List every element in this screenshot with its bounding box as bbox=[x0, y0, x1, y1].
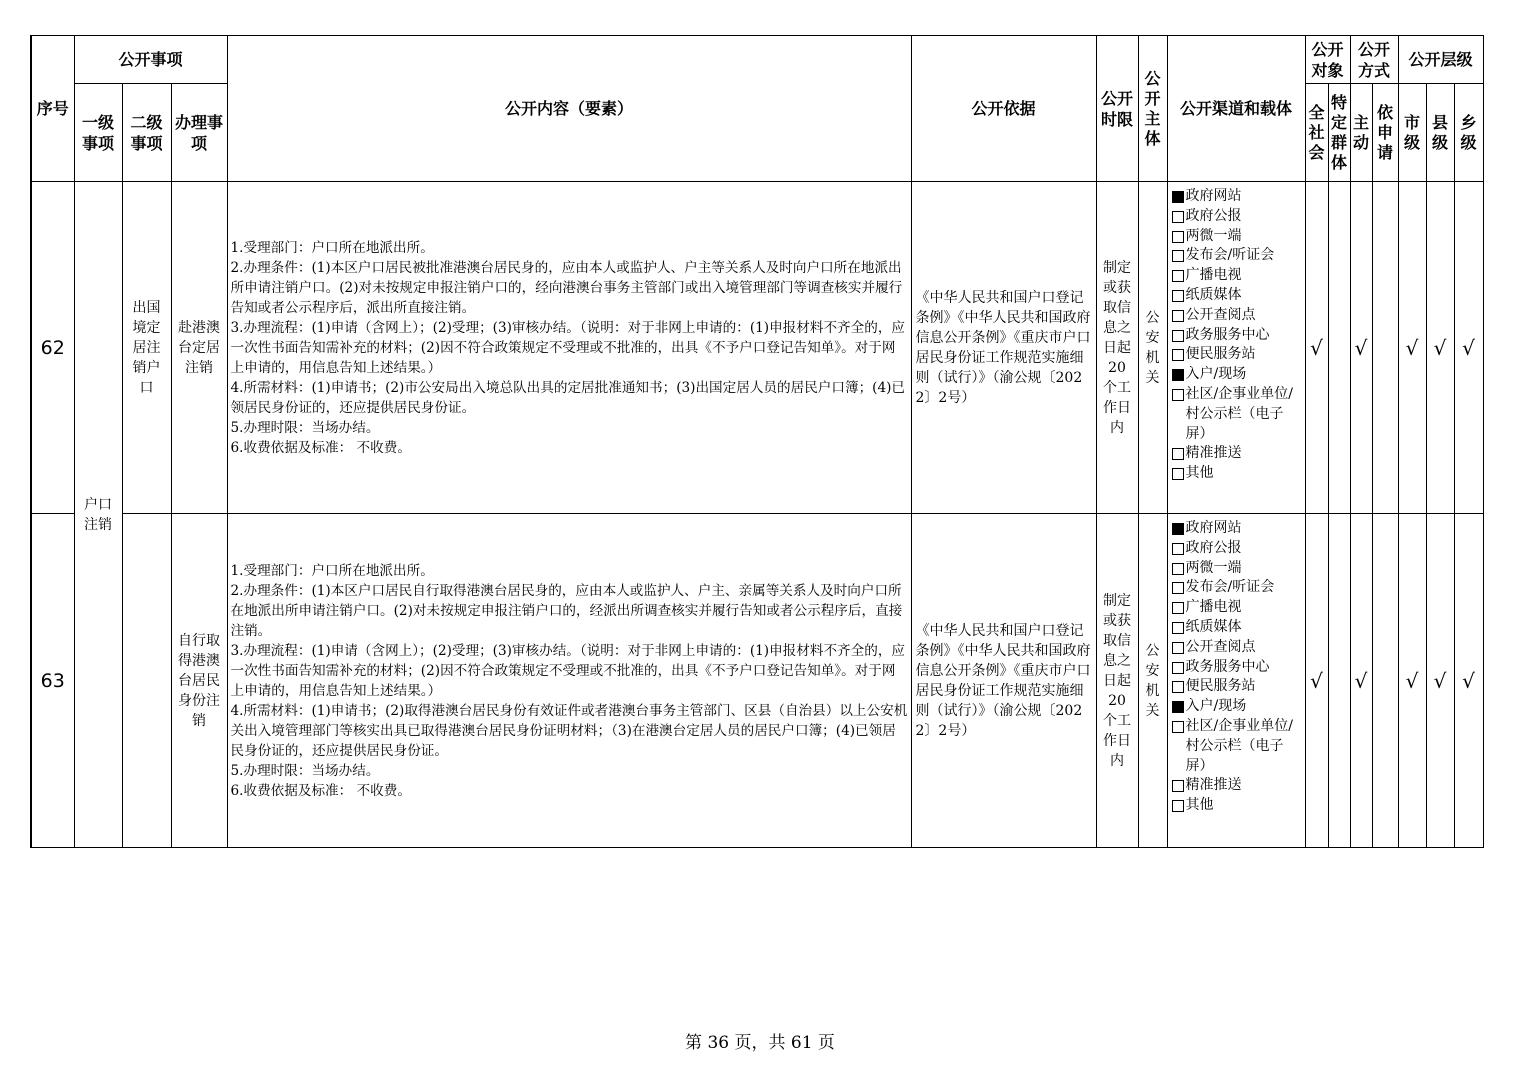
unchecked-box-icon bbox=[1172, 800, 1184, 812]
checked-box-icon bbox=[1172, 523, 1184, 535]
row-town: √ bbox=[1454, 514, 1483, 848]
channel-item: 社区/企事业单位/村公示栏（电子屏） bbox=[1172, 717, 1301, 776]
row-on-request bbox=[1372, 514, 1398, 848]
channel-item: 发布会/听证会 bbox=[1172, 578, 1301, 598]
content-line: 6.收费依据及标准： 不收费。 bbox=[230, 782, 411, 799]
content-line: 4.所需材料：(1)申请书；(2)市公安局出入境总队出具的定居批准通知书；(3)出国定居人员的居民户口簿；(4)已领居民身份证的，还应提供居民身份证。 bbox=[230, 379, 906, 416]
channel-item: 精准推送 bbox=[1172, 776, 1301, 796]
channel-item: 其他 bbox=[1172, 464, 1301, 484]
unchecked-box-icon bbox=[1172, 602, 1184, 614]
header-target-group: 公开对象 bbox=[1305, 36, 1350, 84]
header-level-county: 县级 bbox=[1426, 84, 1454, 182]
header-content: 公开内容（要素） bbox=[227, 36, 911, 182]
channel-item: 公开查阅点 bbox=[1172, 638, 1301, 658]
header-level-town: 乡级 bbox=[1454, 84, 1483, 182]
row-specific-group bbox=[1328, 514, 1350, 848]
header-target-all: 全社会 bbox=[1305, 84, 1328, 182]
content-line: 2.办理条件：(1)本区户口居民自行取得港澳台居民身的，应由本人或监护人、户主、亲属等关系人及时向户口所在地派出所申请注销户口。(2)对未按规定申报注销户口的，经派出所调查核实并履行告知或者公示程序后，直接注销。 bbox=[230, 582, 903, 639]
row-content bbox=[227, 182, 911, 514]
row-all-society: √ bbox=[1305, 182, 1328, 514]
table-row bbox=[31, 182, 1483, 514]
header-handling: 办理事项 bbox=[171, 84, 227, 182]
row-handling: 自行取得港澳台居民身份注销 bbox=[171, 514, 227, 848]
checked-box-icon bbox=[1172, 369, 1184, 381]
channel-item: 政务服务中心 bbox=[1172, 658, 1301, 678]
unchecked-box-icon bbox=[1172, 622, 1184, 634]
header-method-apply: 依申请 bbox=[1372, 84, 1398, 182]
channel-item: 政府网站 bbox=[1172, 519, 1301, 539]
row-county: √ bbox=[1426, 514, 1454, 848]
channel-item: 入户/现场 bbox=[1172, 697, 1301, 717]
row-channels bbox=[1167, 182, 1305, 514]
channel-item: 便民服务站 bbox=[1172, 345, 1301, 365]
channel-item: 广播电视 bbox=[1172, 598, 1301, 618]
channel-item: 政务服务中心 bbox=[1172, 326, 1301, 346]
channel-item: 便民服务站 bbox=[1172, 677, 1301, 697]
channel-item: 两微一端 bbox=[1172, 227, 1301, 247]
row-subject: 公安机关 bbox=[1138, 514, 1167, 848]
unchecked-box-icon bbox=[1172, 389, 1184, 401]
row-active: √ bbox=[1350, 514, 1372, 848]
row-subject: 公安机关 bbox=[1138, 182, 1167, 514]
channel-item: 两微一端 bbox=[1172, 559, 1301, 579]
header-row-1 bbox=[31, 36, 1483, 84]
row-seq: 63 bbox=[31, 514, 74, 848]
header-method-group: 公开方式 bbox=[1350, 36, 1398, 84]
unchecked-box-icon bbox=[1172, 543, 1184, 555]
row-time-limit: 制定或获取信息之日起20个工作日内 bbox=[1096, 514, 1138, 848]
unchecked-box-icon bbox=[1172, 582, 1184, 594]
unchecked-box-icon bbox=[1172, 290, 1184, 302]
row-level2 bbox=[122, 514, 171, 848]
header-level-group: 公开层级 bbox=[1398, 36, 1483, 84]
page-number: 第 36 页，共 61 页 bbox=[685, 1033, 835, 1053]
channel-item: 发布会/听证会 bbox=[1172, 246, 1301, 266]
header-subject: 公开主体 bbox=[1138, 36, 1167, 182]
content-line: 4.所需材料：(1)申请书；(2)取得港澳台居民身份有效证件或者港澳台事务主管部门、区县（自治县）以上公安机关出入境管理部门等核实出具已取得港澳台居民身份证明材料；（3)在港澳台定居人员的居民户口簿；(4)已领居民身份证的，还应提供居民身份证。 bbox=[230, 702, 908, 759]
header-level1: 一级事项 bbox=[74, 84, 122, 182]
content-line: 1.受理部门：户口所在地派出所。 bbox=[230, 562, 434, 579]
row-active: √ bbox=[1350, 182, 1372, 514]
content-line: 2.办理条件：(1)本区户口居民被批准港澳台居民身的，应由本人或监护人、户主等关系人及时向户口所在地派出所申请注销户口。(2)对未按规定申报注销户口的，经向港澳台事务主管部门或出入境管理部门等调查核实并履行告知或者公示程序后，派出所直接注销。 bbox=[230, 259, 903, 316]
unchecked-box-icon bbox=[1172, 681, 1184, 693]
content-line: 5.办理时限：当场办结。 bbox=[230, 419, 380, 436]
row-content bbox=[227, 514, 911, 848]
unchecked-box-icon bbox=[1172, 250, 1184, 262]
row-handling: 赴港澳台定居注销 bbox=[171, 182, 227, 514]
row-city: √ bbox=[1398, 182, 1426, 514]
content-line: 5.办理时限：当场办结。 bbox=[230, 762, 380, 779]
row-channels bbox=[1167, 514, 1305, 848]
content-line: 1.受理部门：户口所在地派出所。 bbox=[230, 239, 434, 256]
channel-item: 政府网站 bbox=[1172, 187, 1301, 207]
header-method-active: 主动 bbox=[1350, 84, 1372, 182]
unchecked-box-icon bbox=[1172, 270, 1184, 282]
header-seq: 序号 bbox=[31, 36, 74, 182]
unchecked-box-icon bbox=[1172, 330, 1184, 342]
header-target-specific: 特定群体 bbox=[1328, 84, 1350, 182]
row-time-limit: 制定或获取信息之日起20个工作日内 bbox=[1096, 182, 1138, 514]
channel-item: 公开查阅点 bbox=[1172, 306, 1301, 326]
channel-item: 政府公报 bbox=[1172, 207, 1301, 227]
row-specific-group bbox=[1328, 182, 1350, 514]
channel-item: 精准推送 bbox=[1172, 444, 1301, 464]
unchecked-box-icon bbox=[1172, 563, 1184, 575]
row-town: √ bbox=[1454, 182, 1483, 514]
row-level2: 出国境定居注销户口 bbox=[122, 182, 171, 514]
header-basis: 公开依据 bbox=[911, 36, 1096, 182]
content-line: 3.办理流程：(1)申请（含网上）；(2)受理；(3)审核办结。（说明：对于非网上申请的：(1)申报材料不齐全的，应一次性书面告知需补充的材料；(2)因不符合政策规定不受理或不批准的，出具《不予户口登记告知单》。对于网上申请的，用信息告知上述结果。） bbox=[230, 319, 906, 376]
channel-item: 政府公报 bbox=[1172, 539, 1301, 559]
content-line: 6.收费依据及标准： 不收费。 bbox=[230, 439, 411, 456]
header-level2: 二级事项 bbox=[122, 84, 171, 182]
channel-item: 广播电视 bbox=[1172, 266, 1301, 286]
unchecked-box-icon bbox=[1172, 721, 1184, 733]
row-level1: 户口注销 bbox=[74, 182, 122, 848]
channel-item: 纸质媒体 bbox=[1172, 286, 1301, 306]
checked-box-icon bbox=[1172, 701, 1184, 713]
row-basis: 《中华人民共和国户口登记条例》《中华人民共和国政府信息公开条例》《重庆市户口居民身份证工作规范实施细则（试行）》（渝公规〔2022〕2号） bbox=[911, 514, 1096, 848]
disclosure-table bbox=[30, 35, 1484, 848]
row-on-request bbox=[1372, 182, 1398, 514]
unchecked-box-icon bbox=[1172, 349, 1184, 361]
unchecked-box-icon bbox=[1172, 231, 1184, 243]
row-basis: 《中华人民共和国户口登记条例》《中华人民共和国政府信息公开条例》《重庆市户口居民身份证工作规范实施细则（试行）》（渝公规〔2022〕2号） bbox=[911, 182, 1096, 514]
channel-item: 入户/现场 bbox=[1172, 365, 1301, 385]
unchecked-box-icon bbox=[1172, 211, 1184, 223]
unchecked-box-icon bbox=[1172, 780, 1184, 792]
unchecked-box-icon bbox=[1172, 662, 1184, 674]
table-row bbox=[31, 514, 1483, 848]
content-line: 3.办理流程：(1)申请（含网上）；(2)受理；(3)审核办结。（说明：对于非网上申请的：(1)申报材料不齐全的，应一次性书面告知需补充的材料；(2)因不符合政策规定不受理或不批准的，出具《不予户口登记告知单》。对于网上申请的，用信息告知上述结果。） bbox=[230, 642, 906, 699]
header-level-city: 市级 bbox=[1398, 84, 1426, 182]
unchecked-box-icon bbox=[1172, 310, 1184, 322]
header-items-group: 公开事项 bbox=[74, 36, 227, 84]
header-channels: 公开渠道和载体 bbox=[1167, 36, 1305, 182]
row-seq: 62 bbox=[31, 182, 74, 514]
header-time-limit: 公开时限 bbox=[1096, 36, 1138, 182]
row-all-society: √ bbox=[1305, 514, 1328, 848]
channel-item: 社区/企事业单位/村公示栏（电子屏） bbox=[1172, 385, 1301, 444]
row-county: √ bbox=[1426, 182, 1454, 514]
checked-box-icon bbox=[1172, 191, 1184, 203]
unchecked-box-icon bbox=[1172, 468, 1184, 480]
row-city: √ bbox=[1398, 514, 1426, 848]
channel-item: 其他 bbox=[1172, 796, 1301, 816]
unchecked-box-icon bbox=[1172, 642, 1184, 654]
unchecked-box-icon bbox=[1172, 448, 1184, 460]
channel-item: 纸质媒体 bbox=[1172, 618, 1301, 638]
